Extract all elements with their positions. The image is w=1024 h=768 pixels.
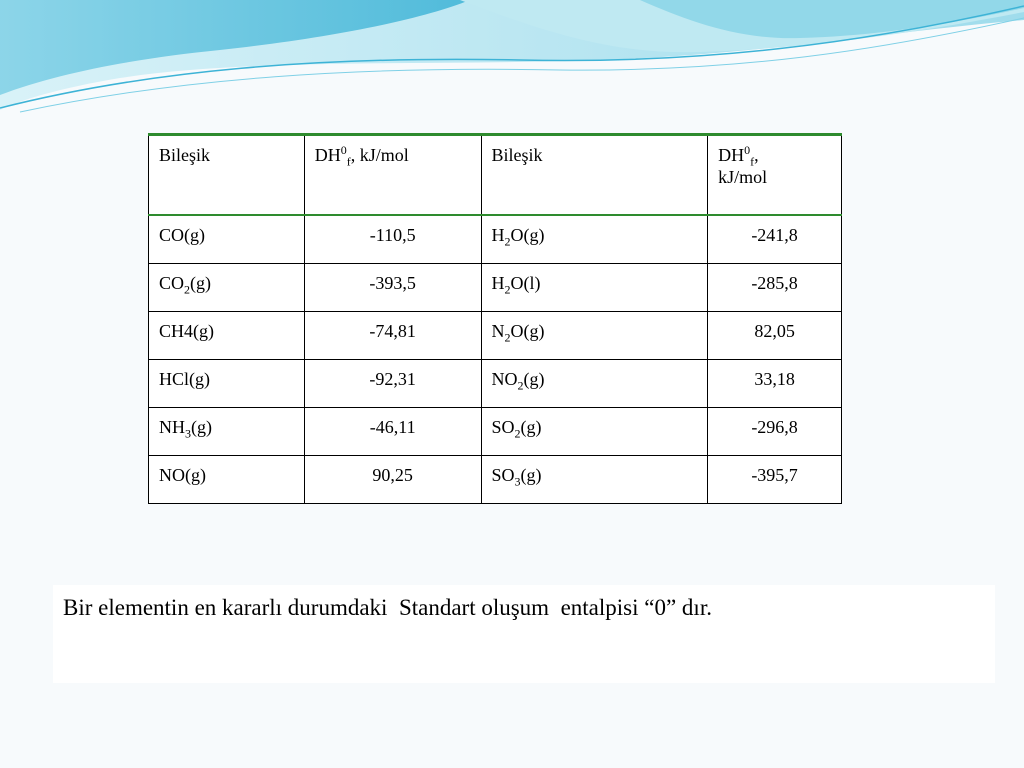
compound-cell: $NO_2(g)$ bbox=[481, 360, 708, 408]
enthalpy-value: -241,8 bbox=[708, 215, 842, 264]
enthalpy-value: -46,11 bbox=[304, 408, 481, 456]
table-header-row bbox=[149, 135, 842, 216]
compound-cell: CH4(g) bbox=[149, 312, 305, 360]
compound-cell: $SO_3(g)$ bbox=[481, 456, 708, 504]
enthalpy-value: 82,05 bbox=[708, 312, 842, 360]
enthalpy-value: -74,81 bbox=[304, 312, 481, 360]
enthalpy-table bbox=[148, 133, 842, 504]
header-compound-1: Bileşik bbox=[149, 135, 305, 216]
compound-cell: $H_2O(l)$ bbox=[481, 264, 708, 312]
compound-cell: $CO_2(g)$ bbox=[149, 264, 305, 312]
enthalpy-value: -393,5 bbox=[304, 264, 481, 312]
table-row bbox=[149, 360, 842, 408]
table-row bbox=[149, 264, 842, 312]
compound-cell: $NH_3(g)$ bbox=[149, 408, 305, 456]
header-enthalpy-2: $DH^0_f$, kJ/mol bbox=[708, 135, 842, 216]
enthalpy-value: 33,18 bbox=[708, 360, 842, 408]
header-wave-decoration bbox=[0, 0, 1024, 120]
enthalpy-value: -285,8 bbox=[708, 264, 842, 312]
table-row bbox=[149, 312, 842, 360]
enthalpy-value: -92,31 bbox=[304, 360, 481, 408]
enthalpy-value: 90,25 bbox=[304, 456, 481, 504]
compound-cell: HCl(g) bbox=[149, 360, 305, 408]
compound-cell: NO(g) bbox=[149, 456, 305, 504]
table-row bbox=[149, 215, 842, 264]
header-enthalpy-1: $DH^0_f$, kJ/mol bbox=[304, 135, 481, 216]
enthalpy-value: -395,7 bbox=[708, 456, 842, 504]
table-row bbox=[149, 456, 842, 504]
compound-cell: $H_2O(g)$ bbox=[481, 215, 708, 264]
table-row bbox=[149, 408, 842, 456]
compound-cell: CO(g) bbox=[149, 215, 305, 264]
note-text: Bir elementin en kararlı durumdaki Standart oluşum entalpisi “0” dır. bbox=[63, 595, 712, 620]
note-box bbox=[53, 585, 995, 683]
header-compound-2: Bileşik bbox=[481, 135, 708, 216]
enthalpy-table-container bbox=[148, 133, 842, 504]
compound-cell: $N_2O(g)$ bbox=[481, 312, 708, 360]
enthalpy-value: -296,8 bbox=[708, 408, 842, 456]
enthalpy-value: -110,5 bbox=[304, 215, 481, 264]
compound-cell: $SO_2(g)$ bbox=[481, 408, 708, 456]
